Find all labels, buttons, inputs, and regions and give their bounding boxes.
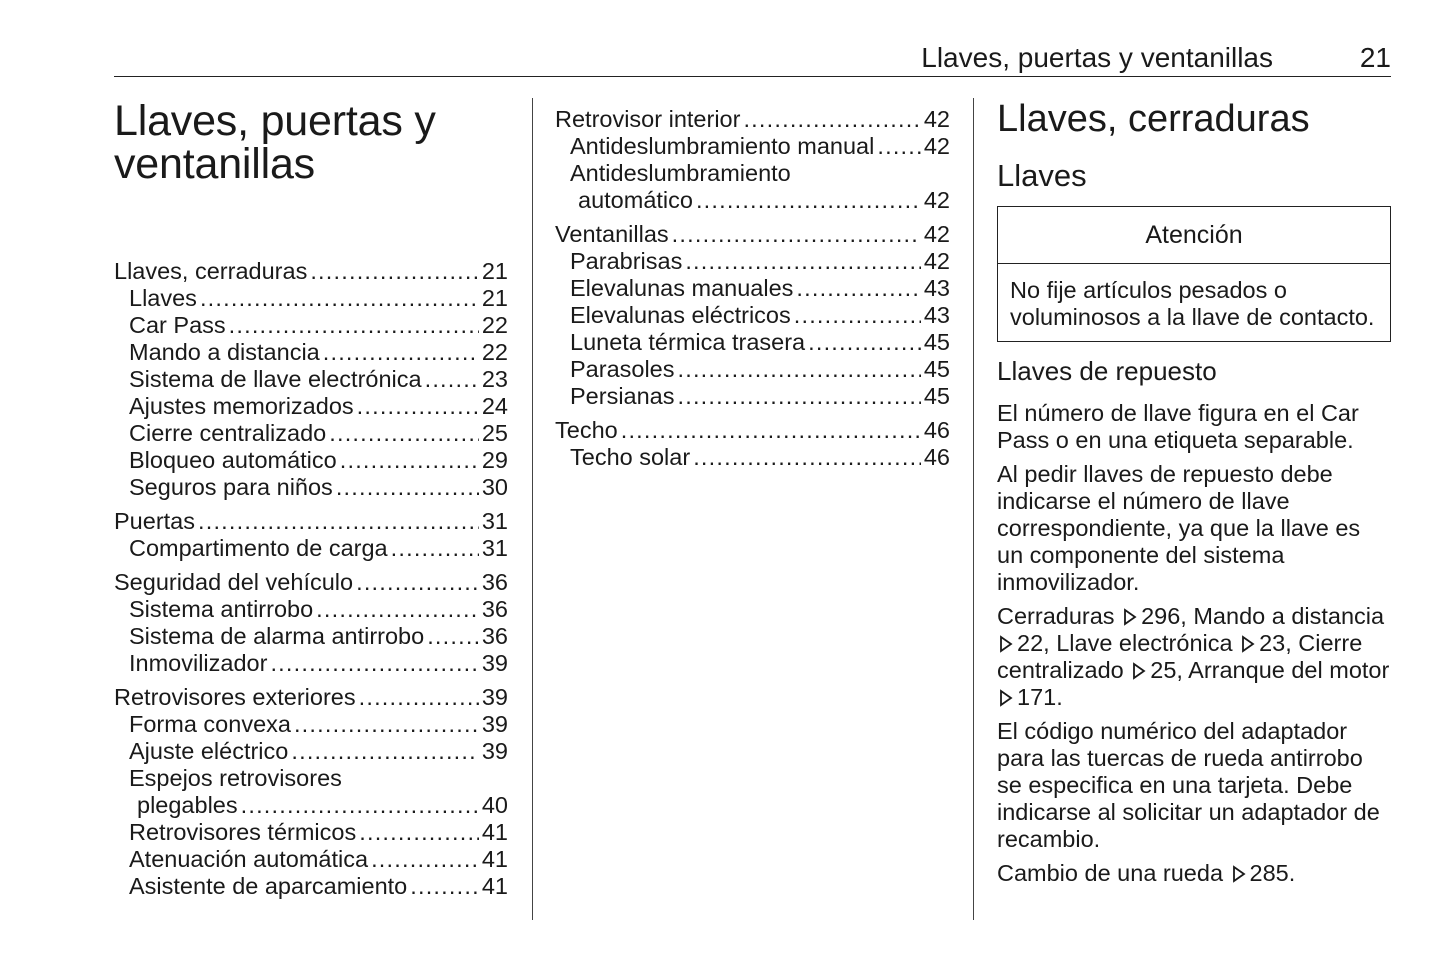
toc-leader-dots: [743, 106, 920, 133]
toc-subentry[interactable]: [114, 711, 508, 738]
toc-subentry[interactable]: [555, 133, 950, 160]
chapter-title: Llaves, puertas y ventanillas: [114, 97, 436, 188]
page-reference-arrow-icon: [1132, 662, 1146, 680]
toc-page-number: 42: [923, 248, 950, 274]
toc-leader-dots: [808, 329, 921, 356]
toc-leader-dots: [291, 738, 479, 765]
toc-leader-dots: [294, 711, 479, 738]
toc-subentry[interactable]: [555, 444, 950, 471]
toc-leader-dots: [371, 846, 479, 873]
toc-label: Parabrisas: [570, 248, 683, 274]
toc-leader-dots: [685, 248, 921, 275]
toc-group: [114, 569, 508, 677]
page-link[interactable]: 23: [1259, 630, 1286, 656]
page-link[interactable]: 25: [1150, 657, 1177, 683]
toc-leader-dots: [200, 285, 479, 312]
toc-group: [555, 221, 950, 410]
toc-leader-dots: [340, 447, 479, 474]
toc-leader-dots: [270, 650, 478, 677]
toc-page-number: 25: [481, 420, 508, 446]
toc-leader-dots: [391, 535, 479, 562]
toc-page-number: 24: [481, 393, 508, 419]
toc-leader-dots: [678, 383, 921, 410]
toc-label: Seguridad del vehículo: [114, 569, 354, 595]
toc-leader-dots: [356, 569, 479, 596]
toc-subentry[interactable]: [114, 873, 508, 900]
toc-subentry[interactable]: [114, 819, 508, 846]
toc-label: Ajuste eléctrico: [129, 738, 289, 764]
toc-column-2: [555, 106, 950, 478]
toc-leader-dots: [336, 474, 479, 501]
toc-label: Inmovilizador: [129, 650, 268, 676]
toc-page-number: 45: [923, 329, 950, 355]
toc-label: Elevalunas manuales: [570, 275, 794, 301]
notice-box: [997, 206, 1391, 342]
toc-leader-dots: [410, 873, 479, 900]
subheading: Llaves de repuesto: [997, 356, 1217, 386]
toc-leader-dots: [678, 356, 921, 383]
page-reference-arrow-icon: [1241, 635, 1255, 653]
cross-reference-paragraph: Cambio de una rueda 285.: [997, 860, 1296, 886]
toc-page-number: 40: [481, 792, 508, 818]
toc-leader-dots: [877, 133, 921, 160]
section-title: Llaves, cerraduras: [997, 98, 1310, 140]
toc-page-number: 42: [923, 221, 950, 247]
column-divider: [532, 98, 533, 920]
toc-leader-dots: [310, 258, 479, 285]
toc-entry[interactable]: [114, 258, 508, 285]
toc-label: Parasoles: [570, 356, 675, 382]
toc-subentry[interactable]: [114, 366, 508, 393]
toc-subentry[interactable]: [114, 420, 508, 447]
toc-leader-dots: [323, 339, 479, 366]
toc-page-number: 42: [923, 187, 950, 213]
toc-label: Retrovisores exteriores: [114, 684, 356, 710]
toc-leader-dots: [621, 417, 921, 444]
toc-entry[interactable]: [555, 417, 950, 444]
toc-page-number: 31: [481, 508, 508, 534]
paragraph: Al pedir llaves de repuesto debe indicarse el número de llave correspondiente, ya que la llave es un componente del sistema inmovilizador.: [997, 461, 1361, 595]
toc-entry[interactable]: [555, 106, 950, 133]
toc-group: [555, 106, 950, 214]
page-link[interactable]: 22: [1017, 630, 1044, 656]
toc-label: Llaves, cerraduras: [114, 258, 308, 284]
toc-group: [555, 417, 950, 471]
toc-page-number: 39: [481, 711, 508, 737]
toc-label: Asistente de aparcamiento: [129, 873, 408, 899]
toc-page-number: 39: [481, 738, 508, 764]
toc-page-number: 30: [481, 474, 508, 500]
page-reference-arrow-icon: [1232, 865, 1246, 883]
toc-label: Ajustes memorizados: [129, 393, 354, 419]
toc-list: [555, 106, 950, 471]
toc-page-number: 36: [481, 596, 508, 622]
notice-heading: Atención: [998, 207, 1390, 264]
toc-subentry[interactable]: [114, 393, 508, 420]
page-link[interactable]: 171: [1017, 684, 1057, 710]
toc-label: Bloqueo automático: [129, 447, 337, 473]
notice-body: No fije artículos pesados o voluminosos a la llave de contacto.: [1010, 277, 1375, 330]
toc-entry[interactable]: [114, 684, 508, 711]
toc-group: [114, 258, 508, 501]
page-number: 21: [1359, 42, 1391, 73]
toc-page-number: 22: [481, 339, 508, 365]
toc-label: Ventanillas: [555, 221, 669, 247]
toc-page-number: 46: [923, 444, 950, 470]
toc-list: [114, 258, 508, 900]
toc-leader-dots: [359, 684, 479, 711]
toc-label: Elevalunas eléctricos: [570, 302, 791, 328]
toc-label: Car Pass: [129, 312, 226, 338]
paragraph: El número de llave figura en el Car Pass o en una etiqueta separable.: [997, 400, 1359, 453]
toc-leader-dots: [425, 366, 479, 393]
toc-page-number: 29: [481, 447, 508, 473]
toc-page-number: 43: [923, 302, 950, 328]
toc-leader-dots: [672, 221, 921, 248]
toc-subentry[interactable]: [114, 792, 508, 819]
toc-leader-dots: [241, 792, 479, 819]
header-title: Llaves, puertas y ventanillas: [921, 42, 1273, 73]
toc-page-number: 42: [923, 133, 950, 159]
toc-subentry[interactable]: [114, 285, 508, 312]
toc-subentry[interactable]: [555, 275, 950, 302]
toc-subentry[interactable]: [555, 248, 950, 275]
page-link[interactable]: 296: [1141, 603, 1181, 629]
toc-page-number: 41: [481, 819, 508, 845]
toc-subentry[interactable]: [114, 474, 508, 501]
toc-entry[interactable]: [114, 569, 508, 596]
toc-leader-dots: [696, 187, 921, 214]
toc-subentry[interactable]: [114, 738, 508, 765]
section-column: [997, 98, 1391, 887]
toc-label: Compartimento de carga: [129, 535, 388, 561]
toc-page-number: 39: [481, 650, 508, 676]
toc-label: Retrovisores térmicos: [129, 819, 357, 845]
paragraph: El código numérico del adaptador para las tuercas de rueda antirrobo se especifica en una tarjeta. Debe indicarse al solicitar un adaptador de recambio.: [997, 718, 1380, 852]
page-link[interactable]: 285: [1249, 860, 1289, 886]
toc-label: Mando a distancia: [129, 339, 320, 365]
toc-label: Persianas: [570, 383, 675, 409]
toc-page-number: 21: [481, 258, 508, 284]
toc-label: Techo: [555, 417, 618, 443]
toc-leader-dots: [359, 819, 479, 846]
toc-page-number: 42: [923, 106, 950, 132]
toc-leader-dots: [198, 508, 479, 535]
toc-page-number: 22: [481, 312, 508, 338]
toc-page-number: 43: [923, 275, 950, 301]
toc-label: Cierre centralizado: [129, 420, 327, 446]
toc-subentry-label-line: Antideslumbramiento: [570, 160, 791, 186]
toc-leader-dots: [316, 596, 479, 623]
toc-label: Llaves: [129, 285, 197, 311]
toc-leader-dots: [427, 623, 479, 650]
toc-label: Puertas: [114, 508, 195, 534]
toc-subentry[interactable]: [114, 846, 508, 873]
toc-subentry[interactable]: [114, 650, 508, 677]
toc-label: Sistema de alarma antirrobo: [129, 623, 425, 649]
toc-subentry[interactable]: [555, 302, 950, 329]
cross-reference-paragraph: Cerraduras 296, Mando a distancia 22, Llave electrónica 23, Cierre centralizado 25, Arranque del motor 171.: [997, 603, 1390, 710]
toc-subentry[interactable]: [114, 535, 508, 562]
toc-page-number: 41: [481, 846, 508, 872]
toc-page-number: 41: [481, 873, 508, 899]
toc-leader-dots: [796, 275, 920, 302]
toc-page-number: 31: [481, 535, 508, 561]
page-header: [114, 40, 1391, 77]
toc-page-number: 21: [481, 285, 508, 311]
toc-entry[interactable]: [555, 221, 950, 248]
toc-leader-dots: [794, 302, 921, 329]
toc-label: Techo solar: [570, 444, 691, 470]
page-reference-arrow-icon: [999, 689, 1013, 707]
toc-leader-dots: [693, 444, 921, 471]
column-divider: [973, 98, 974, 920]
toc-column-1: [114, 97, 508, 907]
toc-label: Antideslumbramiento manual: [570, 133, 875, 159]
toc-group: [114, 684, 508, 900]
toc-label: Forma convexa: [129, 711, 291, 737]
toc-page-number: 46: [923, 417, 950, 443]
toc-subentry[interactable]: [114, 339, 508, 366]
page-reference-arrow-icon: [999, 635, 1013, 653]
toc-page-number: 36: [481, 569, 508, 595]
toc-subentry[interactable]: [114, 312, 508, 339]
toc-page-number: 36: [481, 623, 508, 649]
toc-subentry-label-line: Espejos retrovisores: [129, 765, 342, 791]
toc-label: Luneta térmica trasera: [570, 329, 806, 355]
toc-page-number: 23: [481, 366, 508, 392]
toc-label: Atenuación automática: [129, 846, 369, 872]
section-subtitle: Llaves: [997, 158, 1087, 193]
toc-label: plegables: [137, 792, 238, 818]
toc-label: automático: [578, 187, 693, 213]
toc-page-number: 45: [923, 383, 950, 409]
toc-label: Retrovisor interior: [555, 106, 741, 132]
toc-subentry[interactable]: [114, 447, 508, 474]
toc-label: Sistema antirrobo: [129, 596, 314, 622]
toc-subentry[interactable]: [555, 383, 950, 410]
toc-group: [114, 508, 508, 562]
toc-leader-dots: [229, 312, 479, 339]
toc-leader-dots: [329, 420, 479, 447]
toc-leader-dots: [357, 393, 479, 420]
toc-page-number: 45: [923, 356, 950, 382]
toc-page-number: 39: [481, 684, 508, 710]
toc-subentry[interactable]: [114, 623, 508, 650]
toc-subentry[interactable]: [555, 329, 950, 356]
page-reference-arrow-icon: [1123, 608, 1137, 626]
toc-subentry[interactable]: [555, 187, 950, 214]
toc-subentry[interactable]: [555, 356, 950, 383]
toc-label: Seguros para niños: [129, 474, 333, 500]
toc-label: Sistema de llave electrónica: [129, 366, 422, 392]
toc-entry[interactable]: [114, 508, 508, 535]
toc-subentry[interactable]: [114, 596, 508, 623]
